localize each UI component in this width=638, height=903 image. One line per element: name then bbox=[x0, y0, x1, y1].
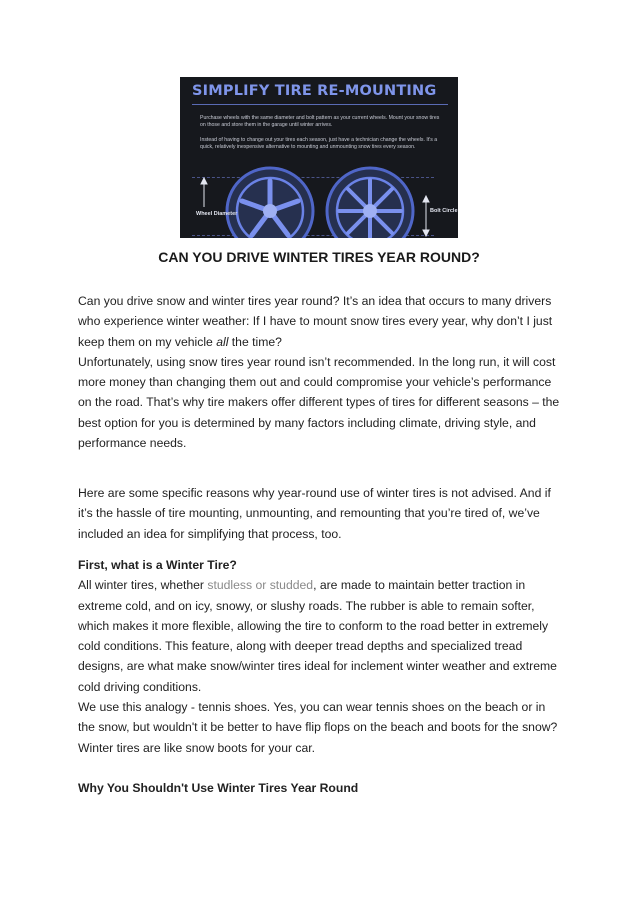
analogy-paragraph: We use this analogy - tennis shoes. Yes, you can wear tennis shoes on the beach or in the snow, but wouldn't it be better to have flip flops on the beach and boots for the snow? Winter tires are like snow boots for your car. bbox=[78, 700, 558, 755]
reasons-section bbox=[78, 483, 564, 544]
tire-remounting-infographic bbox=[180, 77, 458, 238]
wheel-diameter-label: Wheel Diameter bbox=[196, 211, 238, 217]
unfortunately-paragraph: Unfortunately, using snow tires year round isn’t recommended. In the long run, it will cost more money than changing them out and could compromise your vehicle’s performance on the road. That’s why tire makers offer different types of tires for different seasons – the best option for you is determined by many factors including climate, driving style, and performance needs. bbox=[78, 354, 560, 451]
right-wheel-icon bbox=[327, 168, 413, 238]
winter-tire-text: All winter tires, whether bbox=[78, 578, 208, 593]
infographic-paragraph-1: Purchase wheels with the same diameter and bolt pattern as your current wheels. Mount your snow tires on those and store them in the garage until winter arrives. bbox=[200, 115, 440, 128]
winter-tire-section bbox=[78, 555, 564, 758]
infographic-paragraph-2: Instead of having to change out your tires each season, just have a technician change the wheels. It's a quick, relatively inexpensive alternative to mounting and unmounting snow tires every season. bbox=[200, 137, 438, 150]
reasons-paragraph: Here are some specific reasons why year-round use of winter tires is not advised. And if it’s the hassle of tire mounting, unmounting, and remounting that you’re tired of, we’ve included an idea for simplifying that process, too. bbox=[78, 486, 551, 541]
why-not-subheading: Why You Shouldn't Use Winter Tires Year Round bbox=[78, 781, 359, 795]
studless-studded-link[interactable]: studless or studded bbox=[207, 578, 314, 593]
wheel-diameter-arrow-icon bbox=[201, 178, 207, 207]
winter-tire-text-end: , are made to maintain better traction in extreme cold, and on icy, snowy, or slushy roads. The rubber is able to remain softer, which makes it more flexible, allowing the tire to conform to the road better in extremely cold conditions. This feature, along with deeper tread depths and specialized tread designs, are what make snow/winter tires ideal for inclement winter weather and extreme cold driving conditions. bbox=[78, 578, 557, 694]
intro-text: Can you drive snow and winter tires year round? It’s an idea that occurs to many drivers who experience winter weather: If I have to mount snow tires every year, why don’t I just keep them on my vehicle bbox=[78, 294, 553, 349]
intro-section bbox=[78, 291, 564, 453]
bolt-circle-arrow-icon bbox=[423, 196, 429, 236]
winter-tire-paragraph bbox=[78, 575, 564, 697]
winter-tire-subheading: First, what is a Winter Tire? bbox=[78, 558, 237, 572]
article-title: CAN YOU DRIVE WINTER TIRES YEAR ROUND? bbox=[158, 249, 480, 265]
intro-emphasis: all bbox=[216, 334, 229, 349]
infographic-title: SIMPLIFY TIRE RE-MOUNTING bbox=[192, 83, 437, 99]
intro-text-end: the time? bbox=[228, 334, 282, 349]
intro-paragraph bbox=[78, 291, 564, 352]
why-not-section bbox=[78, 778, 564, 798]
left-wheel-icon bbox=[227, 168, 313, 238]
bolt-circle-label: Bolt Circle bbox=[430, 208, 458, 214]
